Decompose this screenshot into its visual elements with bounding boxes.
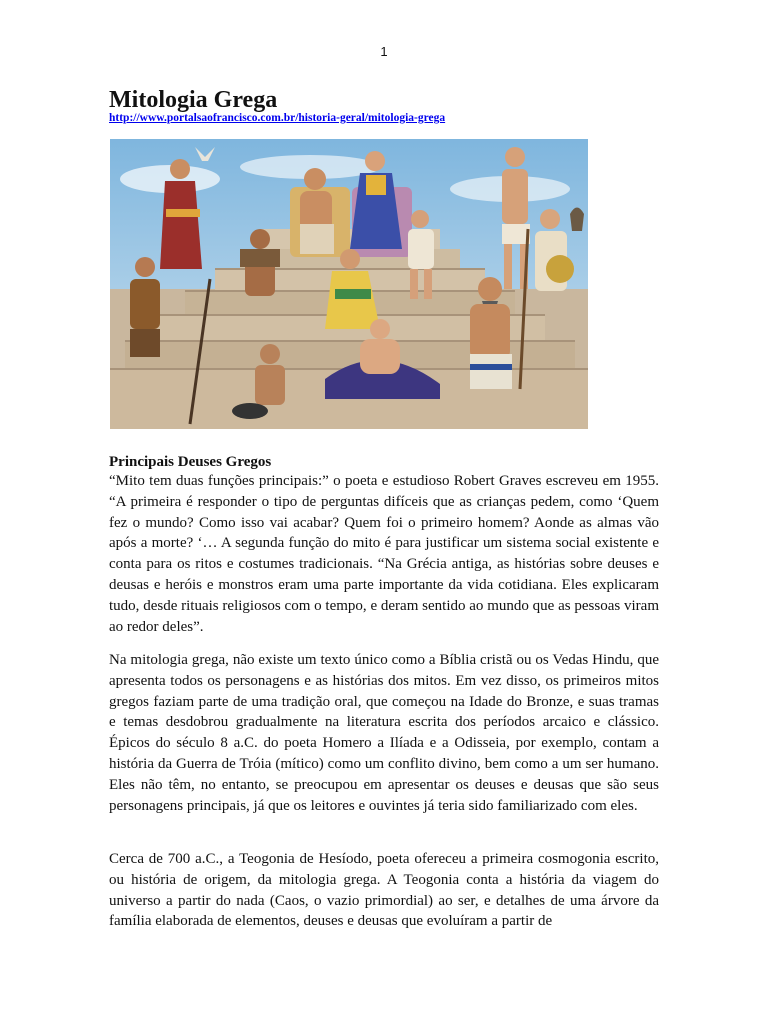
owl-icon [570,208,584,232]
gods-illustration [110,139,588,429]
paragraph-3: Cerca de 700 a.C., a Teogonia de Hesíodo, poeta ofereceu a primeira cosmogonia escrito, ou história de origem, da mitologia grega. A Teogonia conta a história da viagem do universo a partir do nada (Caos, o vazio primordial) ao ser, e detalhes de uma árvore da família elaborada de elementos, deuses e deusas que evoluíram a partir de [109,851,659,930]
page-number: 1 [380,44,388,59]
source-link[interactable]: http://www.portalsaofrancisco.com.br/historia-geral/mitologia-grega [109,112,446,124]
illustration-svg [110,139,588,429]
paragraph-1: “Mito tem duas funções principais:” o poeta e estudioso Robert Graves escreveu em 1955. “A primeira é responder o tipo de perguntas difíceis que as crianças pedem, como ‘Quem fez o mundo? Como isso vai acabar? Quem foi o primeiro homem? Aonde as almas vão após a morte? ‘… A segunda função do mito é para justificar um sistema social existente e conta para os ritos e costumes tradicionais. “Na Grécia antiga, as histórias sobre deuses e deusas e heróis e monstros eram uma parte importante da vida cotidiana. Eles explicaram tudo, desde rituais religiosos com o tempo, e deram sentido ao mundo que as pessoas viram ao redor deles”. [109,473,659,635]
section-heading: Principais Deuses Gregos [109,454,272,470]
page-title: Mitologia Grega [109,87,278,113]
paragraph-2: Na mitologia grega, não existe um texto único como a Bíblia cristã ou os Vedas Hindu, que apresenta todos os personagens e as histórias dos mitos. Em vez disso, os primeiros mitos gregos faziam parte de uma tradição oral, que começou na Idade do Bronze, e suas tramas e temas desdobrou gradualmente na literatura escrita dos períodos arcaico e clássico. Épicos do século 8 a.C. do poeta Homero a Ilíada e a Odisseia, por exemplo, contam a história da Guerra de Tróia (mítico) como um conflito divino, bem como a um ser humano. Eles não têm, no entanto, se preocupou em apresentar os deuses e deusas que são seus personagens principais, já que os leitores e ouvintes já teria sido familiarizado com eles. [109,652,659,814]
